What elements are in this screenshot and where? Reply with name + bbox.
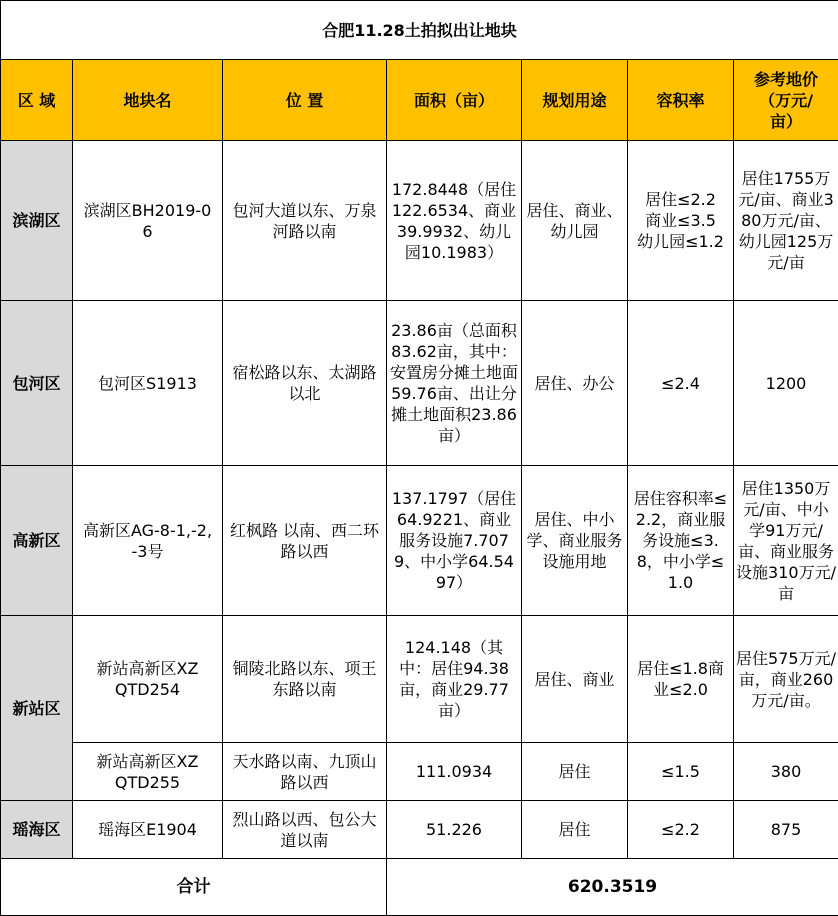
plot-name-cell: 新站高新区XZQTD254 — [73, 616, 223, 743]
price-cell: 居住1350万元/亩、中小学91万元/亩、商业服务设施310万元/亩 — [734, 466, 838, 616]
far-cell: ≤2.2 — [628, 801, 734, 859]
price-cell: 875 — [734, 801, 838, 859]
table-row — [1, 466, 838, 616]
area-cell: 124.148（其中：居住94.38亩，商业29.77亩） — [387, 616, 522, 743]
usage-cell: 居住 — [522, 801, 628, 859]
total-label: 合计 — [1, 859, 387, 916]
plot-name-cell: 高新区AG-8-1,-2,-3号 — [73, 466, 223, 616]
header-area: 面积（亩） — [387, 60, 522, 141]
table-row — [1, 301, 838, 466]
location-cell: 包河大道以东、万泉河路以南 — [223, 141, 387, 301]
area-cell: 51.226 — [387, 801, 522, 859]
price-cell: 居住575万元/亩，商业260万元/亩。 — [734, 616, 838, 743]
location-cell: 红枫路 以南、西二环路以西 — [223, 466, 387, 616]
district-cell: 新站区 — [1, 616, 73, 801]
district-cell: 滨湖区 — [1, 141, 73, 301]
far-cell: 居住≤2.2 商业≤3.5 幼儿园≤1.2 — [628, 141, 734, 301]
usage-cell: 居住、商业 — [522, 616, 628, 743]
far-cell: 居住≤1.8商业≤2.0 — [628, 616, 734, 743]
usage-cell: 居住、办公 — [522, 301, 628, 466]
header-plot-name: 地块名 — [73, 60, 223, 141]
table-row — [1, 743, 838, 801]
location-cell: 宿松路以东、太湖路以北 — [223, 301, 387, 466]
price-cell: 380 — [734, 743, 838, 801]
plot-name-cell: 滨湖区BH2019-06 — [73, 141, 223, 301]
area-cell: 172.8448（居住122.6534、商业39.9932、幼儿园10.1983） — [387, 141, 522, 301]
district-cell: 高新区 — [1, 466, 73, 616]
table-row — [1, 141, 838, 301]
far-cell: 居住容积率≤2.2，商业服务设施≤3.8，中小学≤1.0 — [628, 466, 734, 616]
location-cell: 天水路以南、九顶山路以西 — [223, 743, 387, 801]
area-cell: 111.0934 — [387, 743, 522, 801]
header-district: 区 域 — [1, 60, 73, 141]
district-cell: 包河区 — [1, 301, 73, 466]
location-cell: 烈山路以西、包公大道以南 — [223, 801, 387, 859]
price-cell: 居住1755万元/亩、商业380万元/亩、幼儿园125万元/亩 — [734, 141, 838, 301]
header-usage: 规划用途 — [522, 60, 628, 141]
table-row — [1, 616, 838, 743]
far-cell: ≤2.4 — [628, 301, 734, 466]
total-value: 620.3519 — [387, 859, 838, 916]
usage-cell: 居住、中小学、商业服务设施用地 — [522, 466, 628, 616]
header-far: 容积率 — [628, 60, 734, 141]
location-cell: 铜陵北路以东、项王东路以南 — [223, 616, 387, 743]
usage-cell: 居住 — [522, 743, 628, 801]
district-cell: 瑶海区 — [1, 801, 73, 859]
header-price: 参考地价（万元/亩） — [734, 60, 838, 141]
price-cell: 1200 — [734, 301, 838, 466]
area-cell: 137.1797（居住64.9221、商业服务设施7.7079、中小学64.5497） — [387, 466, 522, 616]
usage-cell: 居住、商业、幼儿园 — [522, 141, 628, 301]
table-row — [1, 801, 838, 859]
area-cell: 23.86亩（总面积83.62亩，其中：安置房分摊土地面59.76亩、出让分摊土地面积23.86亩） — [387, 301, 522, 466]
header-location: 位 置 — [223, 60, 387, 141]
far-cell: ≤1.5 — [628, 743, 734, 801]
total-row — [1, 859, 838, 916]
plot-name-cell: 新站高新区XZQTD255 — [73, 743, 223, 801]
plot-name-cell: 包河区S1913 — [73, 301, 223, 466]
table-title: 合肥11.28土拍拟出让地块 — [1, 1, 838, 60]
plot-name-cell: 瑶海区E1904 — [73, 801, 223, 859]
